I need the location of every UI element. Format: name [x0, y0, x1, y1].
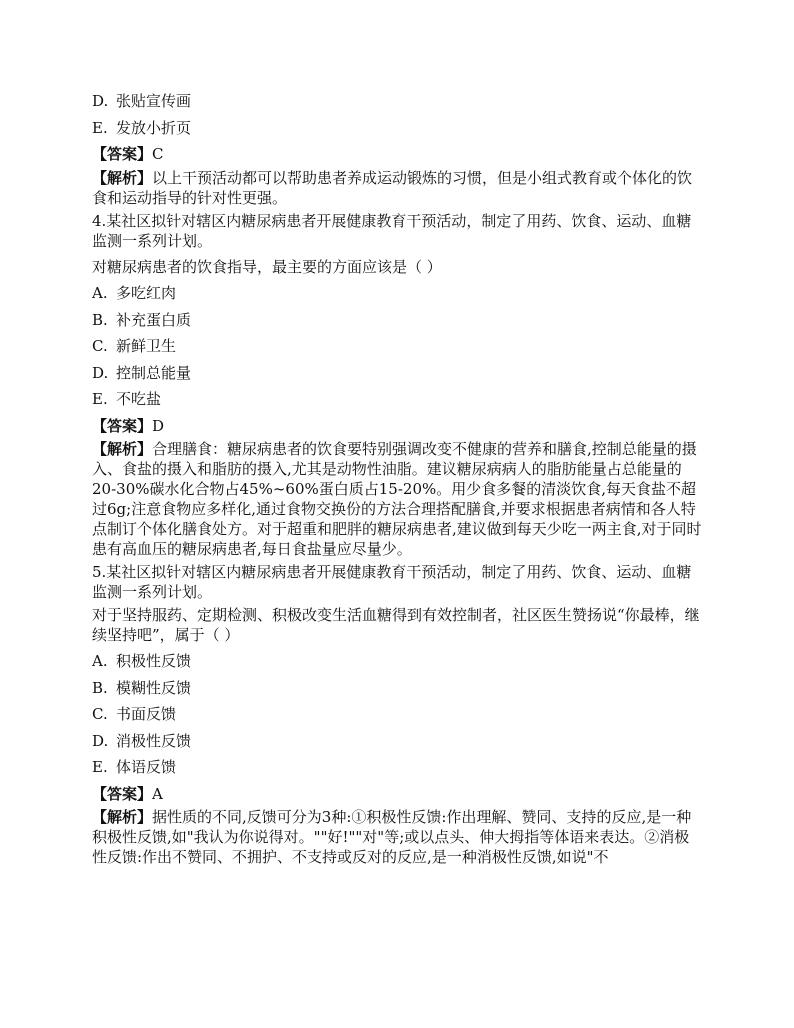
analysis-paragraph [92, 807, 704, 867]
answer-value: A [152, 784, 163, 803]
option-letter: B. [92, 678, 108, 697]
option-letter: C. [92, 705, 108, 723]
option-text: 发放小折页 [116, 118, 192, 137]
analysis-label: 【解析】 [92, 808, 153, 826]
option-c [92, 701, 704, 728]
question-text: 对糖尿病患者的饮食指导，最主要的方面应该是（ ） [92, 257, 442, 276]
option-a [92, 280, 704, 307]
answer-line [92, 413, 704, 440]
answer-label: 【答案】 [92, 784, 153, 803]
option-text: 控制总能量 [116, 363, 192, 382]
option-letter: D. [92, 92, 109, 110]
analysis-paragraph [92, 439, 704, 559]
analysis-label: 【解析】 [92, 168, 153, 187]
option-e [92, 115, 704, 142]
document-page [92, 88, 704, 867]
option-a [92, 648, 704, 675]
analysis-text: 以上干预活动都可以帮助患者养成运动锻炼的习惯，但是小组式教育或个体化的饮食和运动指导的针对性更强。 [92, 168, 693, 207]
option-letter: E. [92, 118, 108, 137]
analysis-text: 合理膳食：糖尿病患者的饮食要特别强调改变不健康的营养和膳食,控制总能量的摄入、食盐的摄入和脂肪的摄入,尤其是动物性油脂。建议糖尿病病人的脂肪能量占总能量的20-30%碳水化合物占45%~60%蛋白质占15-20%。用少食多餐的清淡饮食,每天食盐不超过6g;注意食物应多样化,通过食物交换份的方法合理搭配膳食,并要求根据患者病情和各人特点制订个体化膳食处方。对于超重和肥胖的糖尿病患者,建议做到每天少吃一两主食,对于同时患有高血压的糖尿病患者,每日食盐量应尽量少。 [92, 440, 702, 558]
option-d [92, 728, 704, 755]
option-d [92, 88, 704, 115]
option-b [92, 307, 704, 334]
option-text: 新鲜卫生 [116, 337, 177, 355]
option-text: 补充蛋白质 [116, 310, 192, 329]
question-text: 对于坚持服药、定期检测、积极改变生活血糖得到有效控制者，社区医生赞扬说“你最棒，继续坚持吧”，属于（ ） [92, 606, 700, 644]
analysis-paragraph [92, 168, 704, 208]
analysis-label: 【解析】 [92, 440, 153, 458]
answer-line [92, 141, 704, 168]
option-e [92, 386, 704, 413]
answer-label: 【答案】 [92, 416, 153, 435]
option-text: 消极性反馈 [116, 731, 192, 750]
option-text: 不吃盐 [116, 390, 162, 408]
answer-value: C [152, 145, 164, 163]
answer-value: D [152, 416, 165, 435]
option-letter: C. [92, 337, 108, 355]
option-text: 张贴宣传画 [116, 92, 192, 110]
option-text: 多吃红肉 [116, 284, 177, 302]
answer-label: 【答案】 [92, 145, 153, 163]
option-text: 书面反馈 [116, 705, 177, 723]
question-stem: 5.某社区拟针对辖区内糖尿病患者开展健康教育干预活动，制定了用药、饮食、运动、血糖监测一系列计划。 [92, 563, 692, 601]
question-stem: 4.某社区拟针对辖区内糖尿病患者开展健康教育干预活动，制定了用药、饮食、运动、血糖监测一系列计划。 [92, 211, 692, 250]
option-letter: A. [92, 652, 108, 670]
option-letter: D. [92, 731, 109, 750]
option-letter: D. [92, 363, 109, 382]
option-letter: B. [92, 310, 108, 329]
option-d [92, 360, 704, 387]
option-e [92, 754, 704, 781]
analysis-text: 据性质的不同,反馈可分为3种:①积极性反馈:作出理解、赞同、支持的反应,是一种积极性反馈,如"我认为你说得对。""好!""对"等;或以点头、伸大拇指等体语来表达。②消极性反馈:作出不赞同、不拥护、不支持或反对的反应,是一种消极性反馈,如说"不 [92, 808, 692, 866]
option-text: 积极性反馈 [116, 652, 192, 670]
option-text: 体语反馈 [116, 758, 177, 776]
option-letter: A. [92, 284, 108, 302]
option-b [92, 675, 704, 702]
answer-line [92, 781, 704, 808]
option-letter: E. [92, 390, 108, 408]
option-letter: E. [92, 758, 108, 776]
option-text: 模糊性反馈 [116, 678, 192, 697]
option-c [92, 333, 704, 360]
